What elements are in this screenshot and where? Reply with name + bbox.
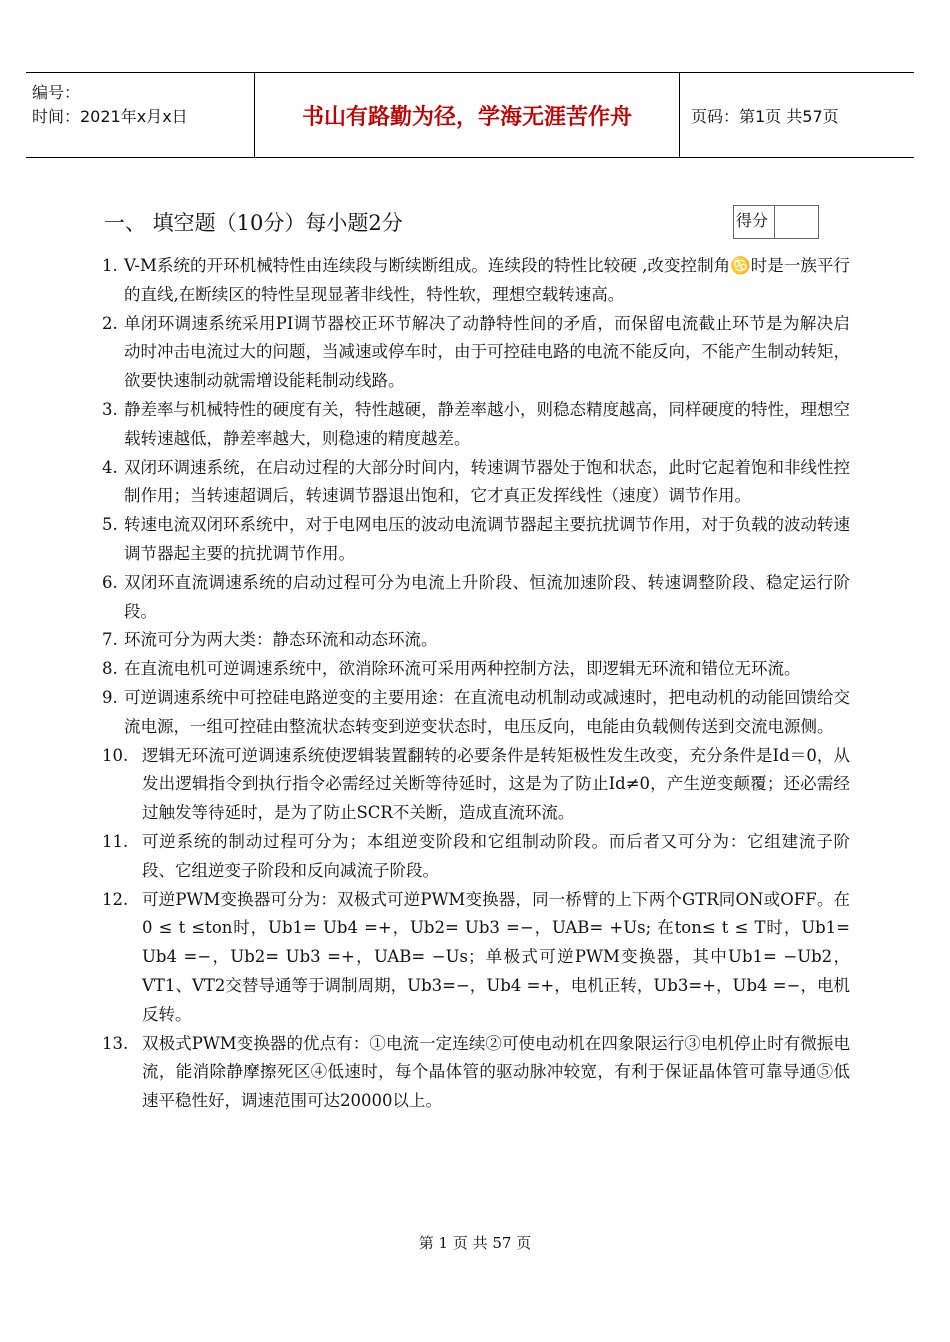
question-number: 4. bbox=[102, 457, 118, 477]
question-item bbox=[102, 252, 850, 310]
question-number: 11. bbox=[102, 831, 129, 851]
question-item bbox=[102, 1030, 850, 1116]
question-number: 10. bbox=[102, 745, 129, 765]
question-number: 2. bbox=[102, 313, 118, 333]
question-number: 8. bbox=[102, 659, 118, 679]
question-number: 12. bbox=[102, 889, 129, 909]
question-text: 双闭环直流调速系统的启动过程可分为电流上升阶段、恒流加速阶段、转速调整阶段、稳定运行阶段。 bbox=[124, 572, 850, 621]
score-label: 得分 bbox=[736, 211, 769, 230]
question-text: 在直流电机可逆调速系统中，欲消除环流可采用两种控制方法，即逻辑无环流和错位无环流。 bbox=[124, 659, 801, 679]
question-number: 3. bbox=[102, 399, 118, 419]
question-item bbox=[102, 655, 850, 684]
question-text: 可逆系统的制动过程可分为；本组逆变阶段和它组制动阶段。而后者又可分为：它组建流子阶段、它组逆变子阶段和反向减流子阶段。 bbox=[142, 831, 850, 880]
question-text: 双极式PWM变换器的优点有：①电流一定连续②可使电动机在四象限运行③电机停止时有微振电流，能消除静摩擦死区④低速时，每个晶体管的驱动脉冲较宽，有利于保证晶体管可靠导通⑤低速平稳性好，调速范围可达20000以上。 bbox=[142, 1033, 850, 1111]
question-item bbox=[102, 310, 850, 396]
question-item bbox=[102, 626, 850, 655]
question-item bbox=[102, 684, 850, 742]
time-label: 时间：2021年x月x日 bbox=[32, 107, 188, 126]
question-text: 可逆PWM变换器可分为：双极式可逆PWM变换器，同一桥臂的上下两个GTR同ON或OFF。在0 ≤ t ≤ton时，Ub1= Ub4 =+，Ub2= Ub3 =−，UAB= +Us; 在ton≤ t ≤ T时，Ub1= Ub4 =−，Ub2= Ub3 =+，UAB= −Us；单极式可逆PWM变换器，其中Ub1= −Ub2，VT1、VT2交替导通等于调制周期，Ub3=−，Ub4 =+，电机正转，Ub3=+，Ub4 =−，电机反转。 bbox=[142, 889, 850, 1024]
header-divider bbox=[679, 73, 680, 157]
question-number: 5. bbox=[102, 515, 118, 535]
score-box bbox=[733, 205, 819, 239]
question-number: 7. bbox=[102, 630, 118, 650]
question-item bbox=[102, 886, 850, 1030]
header-meta bbox=[32, 81, 258, 129]
question-number: 6. bbox=[102, 572, 118, 592]
section-title: 一、 填空题（10分）每小题2分 bbox=[104, 211, 403, 235]
question-item bbox=[102, 742, 850, 828]
question-number: 9. bbox=[102, 687, 118, 707]
number-label: 编号： bbox=[32, 83, 81, 102]
question-text: 环流可分为两大类：静态环流和动态环流。 bbox=[124, 630, 438, 650]
question-list bbox=[102, 252, 850, 1116]
page-footer: 第 1 页 共 57 页 bbox=[418, 1234, 532, 1252]
question-item bbox=[102, 569, 850, 627]
question-number: 1. bbox=[102, 256, 118, 275]
score-divider bbox=[774, 206, 775, 238]
header-page-info: 页码：第1页 共57页 bbox=[691, 106, 839, 126]
question-item bbox=[102, 454, 850, 512]
header-motto: 书山有路勤为径，学海无涯苦作舟 bbox=[301, 103, 632, 130]
question-text: 双闭环调速系统，在启动过程的大部分时间内，转速调节器处于饱和状态，此时它起着饱和非线性控制作用；当转速超调后，转速调节器退出饱和，它才真正发挥线性（速度）调节作用。 bbox=[124, 457, 850, 506]
question-text: 单闭环调速系统采用PI调节器校正环节解决了动静特性间的矛盾，而保留电流截止环节是为解决启动时冲击电流过大的问题，当减速或停车时，由于可控硅电路的电流不能反向，不能产生制动转矩，欲要快速制动就需增设能耗制动线路。 bbox=[124, 313, 850, 391]
question-text: 静差率与机械特性的硬度有关，特性越硬，静差率越小，则稳态精度越高，同样硬度的特性，理想空载转速越低，静差率越大，则稳速的精度越差。 bbox=[124, 399, 850, 448]
page-header bbox=[26, 72, 914, 158]
question-text: 转速电流双闭环系统中，对于电网电压的波动电流调节器起主要抗扰调节作用，对于负载的波动转速调节器起主要的抗扰调节作用。 bbox=[124, 515, 850, 563]
question-number: 13. bbox=[102, 1033, 129, 1053]
question-text: 可逆调速系统中可控硅电路逆变的主要用途：在直流电动机制动或减速时，把电动机的动能回馈给交流电源，一组可控硅由整流状态转变到逆变状态时，电压反向，电能由负载侧传送到交流电源侧。 bbox=[124, 687, 850, 736]
question-item bbox=[102, 396, 850, 454]
question-text: V-M系统的开环机械特性由连续段与断续断组成。连续段的特性比较硬 ,改变控制角♋时是一族平行的直线,在断续区的特性呈现显著非线性，特性软，理想空载转速高。 bbox=[124, 256, 850, 304]
question-item bbox=[102, 511, 850, 569]
question-item bbox=[102, 828, 850, 886]
question-text: 逻辑无环流可逆调速系统使逻辑装置翻转的必要条件是转矩极性发生改变，充分条件是Id＝0，从发出逻辑指令到执行指令必需经过关断等待延时，这是为了防止Id≠0，产生逆变颠覆；还必需经过触发等待延时，是为了防止SCR不关断，造成直流环流。 bbox=[142, 745, 850, 823]
